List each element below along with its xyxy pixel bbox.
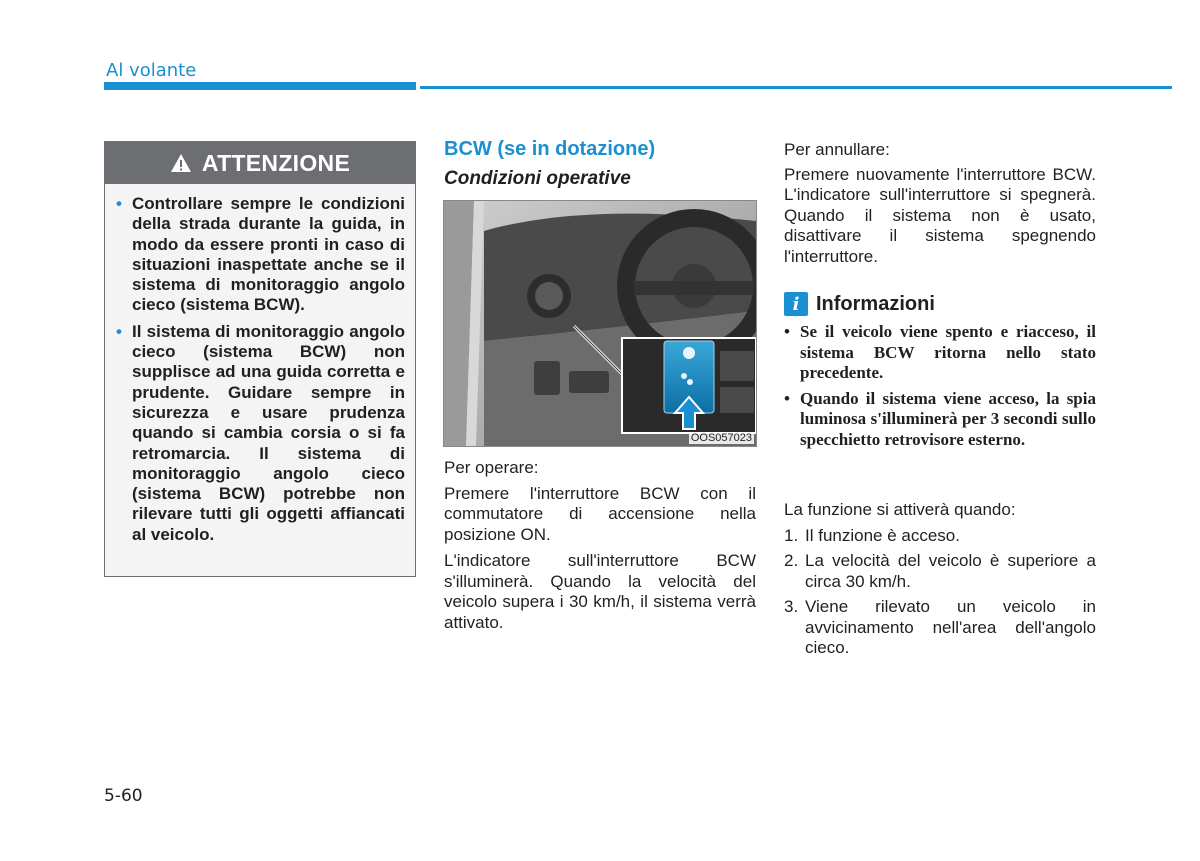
info-header	[784, 292, 935, 316]
header-rule-thin	[420, 86, 1172, 89]
warning-item: • Controllare sempre le condizioni della strada durante la guida, in modo da essere pronti in caso di situazioni inaspettate anche se il sistema di monitoraggio angolo cieco (sistema BCW).	[116, 194, 405, 315]
bullet-icon: •	[116, 194, 122, 213]
activation-list	[784, 526, 1096, 659]
activation-item: 1. Il funzione è acceso.	[784, 525, 960, 545]
warning-header	[105, 142, 415, 184]
bullet-icon: •	[784, 322, 790, 341]
operate-paragraph: Premere l'interruttore BCW con il commutatore di accensione nella posizione ON.	[444, 483, 756, 544]
header-rule-thick	[104, 82, 416, 90]
info-item: • Se il veicolo viene spento e riacceso, il sistema BCW ritorna nello stato precedente.	[784, 322, 1096, 382]
warning-triangle-icon	[170, 153, 192, 173]
warning-list	[105, 184, 415, 545]
bullet-icon: •	[116, 321, 122, 341]
activation-section	[784, 500, 1096, 664]
warning-title: ATTENZIONE	[201, 149, 351, 176]
operate-label: Per operare:	[444, 458, 539, 477]
warning-box	[104, 141, 416, 577]
operate-paragraph: L'indicatore sull'interruttore BCW s'illuminerà. Quando la velocità del veicolo supera i 30 km/h, il sistema verrà attivato.	[444, 551, 756, 632]
bullet-icon: •	[784, 388, 790, 408]
info-icon: i	[784, 292, 808, 316]
dashboard-illustration	[444, 201, 756, 446]
activation-item: 2. La velocità del veicolo è superiore a circa 30 km/h.	[784, 551, 1096, 591]
cancel-text: Premere nuovamente l'interruttore BCW. L'indicatore sull'interruttore si spegnerà. Quando il sistema non è usato, disattivare il sistema spegnendo l'interruttore.	[784, 164, 1096, 266]
info-list	[784, 322, 1096, 455]
image-code: OOS057023	[690, 432, 752, 444]
info-title: Informazioni	[816, 292, 935, 315]
cancel-section	[784, 140, 1096, 271]
warning-item: • Il sistema di monitoraggio angolo cieco (sistema BCW) non supplisce ad una guida corretta e prudente. Guidare sempre in sicurezza e usare prudenza quando si cambia corsia o si fa retromarcia. Il sistema di monitoraggio angolo cieco (sistema BCW) potrebbe non rilevare tutti gli oggetti affiancati al veicolo.	[116, 321, 405, 544]
chapter-title: Al volante	[106, 60, 197, 81]
operate-section	[444, 458, 756, 639]
info-item: • Quando il sistema viene acceso, la spia luminosa s'illuminerà per 3 secondi sullo specchietto retrovisore esterno.	[784, 388, 1096, 449]
dashboard-photo	[443, 200, 757, 447]
activation-item: 3. Viene rilevato un veicolo in avvicinamento nell'area dell'angolo cieco.	[784, 597, 1096, 657]
section-title: BCW (se in dotazione)	[444, 138, 656, 160]
cancel-label: Per annullare:	[784, 140, 890, 159]
page-number: 5-60	[104, 786, 143, 806]
section-subtitle: Condizioni operative	[444, 168, 631, 189]
activation-label: La funzione si attiverà quando:	[784, 500, 1016, 519]
